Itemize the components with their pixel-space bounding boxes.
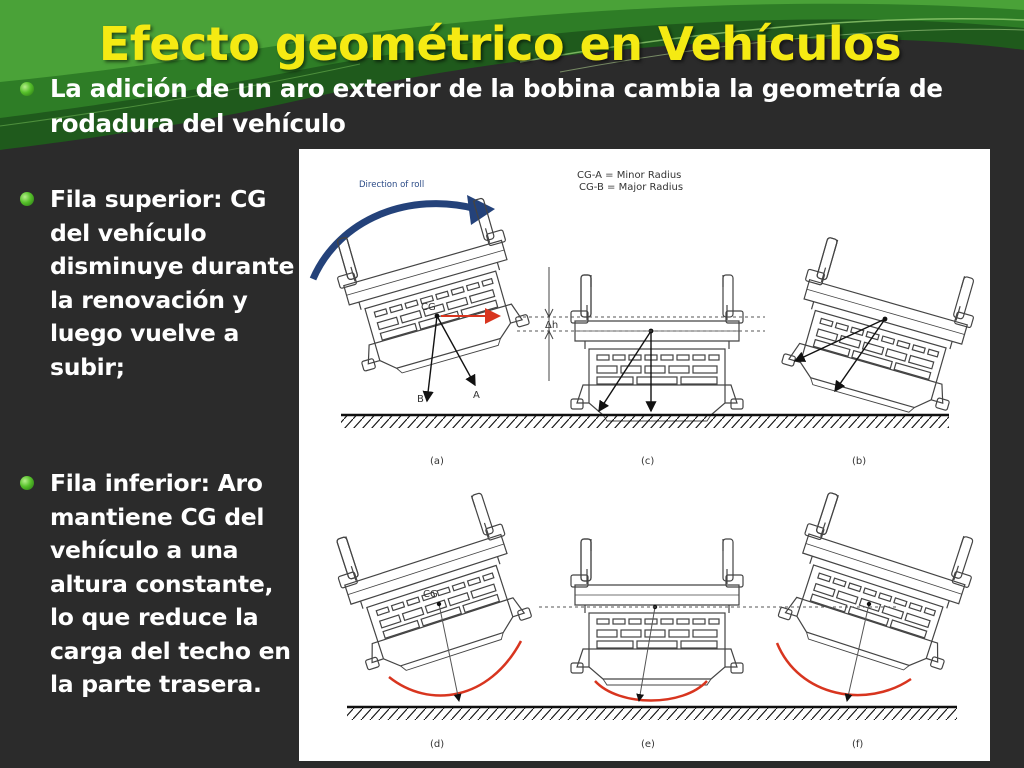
- bullet-dot-icon: [20, 476, 34, 490]
- panel-e-truck: [571, 539, 743, 701]
- panel-label-d: (d): [430, 739, 445, 750]
- bullet-dot-icon: [20, 82, 34, 96]
- bullet-intro: La adición de un aro exterior de la bobina cambia la geometría de rodadura del vehículo: [50, 74, 943, 138]
- major-radius-legend: CG-B = Major Radius: [579, 182, 684, 193]
- panel-label-a: (a): [430, 456, 444, 467]
- bullet-dot-icon: [20, 192, 34, 206]
- panel-label-b: (b): [852, 456, 867, 467]
- minor-radius-legend: CG-A = Minor Radius: [577, 170, 682, 181]
- panel-f-truck: [774, 489, 983, 701]
- cg-label-bottom: CG: [423, 589, 438, 600]
- point-a-label: A: [473, 390, 480, 401]
- panel-b-truck: [778, 234, 984, 422]
- slide-title: Efecto geométrico en Vehículos: [98, 17, 902, 71]
- cg-label: CG: [421, 302, 436, 313]
- point-b-label: B: [417, 394, 424, 405]
- delta-h-label: Δh: [545, 320, 559, 331]
- bullet-bottom-row: Fila inferior: Aro mantiene CG del vehículo a una altura constante, lo que reduce la carga del techo en la parte trasera.: [50, 469, 291, 698]
- panel-c-truck: [571, 275, 743, 421]
- panel-label-e: (e): [641, 739, 655, 750]
- panel-label-f: (f): [852, 739, 864, 750]
- panel-label-c: (c): [641, 456, 655, 467]
- roll-arrow-head-icon: [467, 195, 495, 225]
- roll-direction-label: Direction of roll: [359, 180, 425, 190]
- vehicle-roll-figure: [299, 149, 990, 761]
- bullet-top-row: Fila superior: CG del vehículo disminuye durante la renovación y luego vuelve a subir;: [50, 185, 295, 381]
